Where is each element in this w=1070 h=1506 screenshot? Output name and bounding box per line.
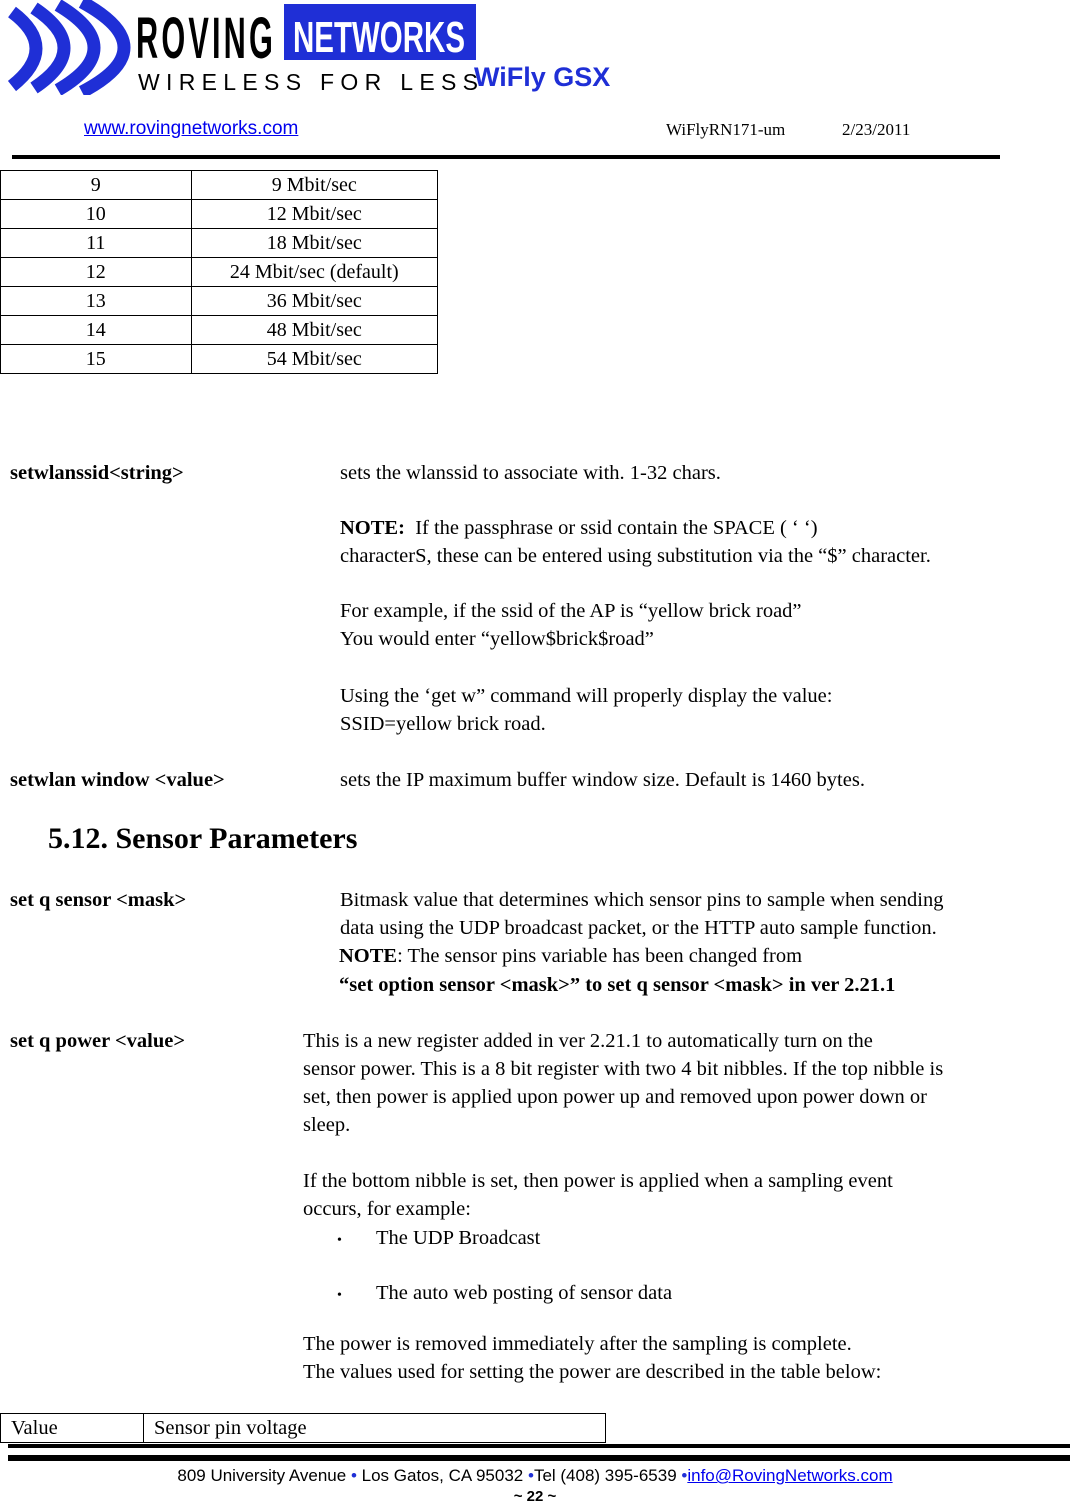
page-number: ~ 22 ~	[513, 1488, 557, 1505]
rate-code-cell: 15	[1, 345, 192, 374]
rate-value-cell: 18 Mbit/sec	[191, 229, 438, 258]
sensor-command: set q sensor <mask>	[10, 889, 187, 911]
ssid-display-1: Using the ‘get w” command will properly display the value:	[340, 685, 833, 707]
footer-city: Los Gatos, CA 95032	[361, 1466, 524, 1485]
sensor-note-text: : The sensor pins variable has been changed from	[397, 945, 803, 967]
table-header-row	[1, 1414, 606, 1443]
table-row	[1, 258, 438, 287]
bullet-item-1: The UDP Broadcast	[376, 1227, 541, 1249]
table-row	[1, 200, 438, 229]
sensor-note-bold: “set option sensor <mask>” to set q sensor <mask> in ver 2.21.1	[339, 974, 896, 996]
table-row	[1, 345, 438, 374]
power-line-8: The values used for setting the power are described in the table below:	[303, 1361, 882, 1383]
power-line-5: If the bottom nibble is set, then power is applied when a sampling event	[303, 1170, 893, 1192]
bullet-marker: •	[337, 1288, 342, 1303]
rate-code-cell: 13	[1, 287, 192, 316]
ssid-note-label: NOTE:	[340, 517, 405, 539]
power-line-2: sensor power. This is a 8 bit register with two 4 bit nibbles. If the top nibble is	[303, 1058, 944, 1080]
rate-code-cell: 11	[1, 229, 192, 258]
header-divider	[12, 155, 1000, 159]
ssid-note	[340, 514, 818, 542]
footer-contact	[0, 1466, 1070, 1486]
power-values-table	[0, 1413, 606, 1443]
table-row	[1, 229, 438, 258]
sensor-note	[339, 942, 802, 970]
product-title: WiFly GSX	[474, 62, 611, 92]
footer-tel: Tel (408) 395-6539	[533, 1466, 677, 1485]
table-row	[1, 287, 438, 316]
power-line-6: occurs, for example:	[303, 1198, 471, 1220]
footer-separator: •	[527, 1466, 534, 1485]
table-header-value: Value	[1, 1414, 144, 1443]
rate-value-cell: 54 Mbit/sec	[191, 345, 438, 374]
footer-divider-thick	[8, 1455, 1070, 1461]
footer-email-link[interactable]: info@RovingNetworks.com	[687, 1466, 893, 1485]
rate-code-cell: 14	[1, 316, 192, 345]
window-command: setwlan window <value>	[10, 769, 225, 791]
power-command: set q power <value>	[10, 1030, 186, 1052]
rate-value-cell: 24 Mbit/sec (default)	[191, 258, 438, 287]
document-id: WiFlyRN171-um	[666, 120, 786, 139]
sensor-note-label: NOTE	[339, 945, 398, 967]
ssid-command: setwlanssid<string>	[10, 462, 184, 484]
rate-value-cell: 36 Mbit/sec	[191, 287, 438, 316]
sensor-line-2: data using the UDP broadcast packet, or the HTTP auto sample function.	[340, 917, 937, 939]
rate-value-cell: 12 Mbit/sec	[191, 200, 438, 229]
power-line-7: The power is removed immediately after the sampling is complete.	[303, 1333, 852, 1355]
footer-address: 809 University Avenue	[177, 1466, 347, 1485]
section-title: 5.12. Sensor Parameters	[48, 822, 358, 855]
ssid-display-2: SSID=yellow brick road.	[340, 713, 546, 735]
sensor-line-1: Bitmask value that determines which sensor pins to sample when sending	[340, 889, 944, 911]
logo-word-box: NETWORKS	[293, 13, 465, 62]
power-line-4: sleep.	[303, 1114, 351, 1136]
rate-code-cell: 9	[1, 171, 192, 200]
bullet-dot-2	[337, 1279, 342, 1310]
website-link[interactable]: www.rovingnetworks.com	[84, 118, 299, 139]
ssid-example-2: You would enter “yellow$brick$road”	[340, 628, 654, 650]
company-logo	[8, 0, 478, 95]
bullet-marker: •	[337, 1233, 342, 1248]
logo-tagline: WIRELESS FOR LESS	[138, 69, 478, 95]
footer-divider-thin	[8, 1444, 1070, 1448]
window-description: sets the IP maximum buffer window size. Default is 1460 bytes.	[340, 769, 865, 791]
bullet-item-2: The auto web posting of sensor data	[376, 1282, 673, 1304]
rate-value-cell: 9 Mbit/sec	[191, 171, 438, 200]
bullet-dot-1	[337, 1224, 342, 1255]
logo-word-top: ROVING	[136, 6, 276, 71]
table-row	[1, 316, 438, 345]
rate-code-cell: 12	[1, 258, 192, 287]
document-date: 2/23/2011	[842, 120, 911, 139]
footer-separator: •	[350, 1466, 357, 1485]
ssid-example-1: For example, if the ssid of the AP is “yellow brick road”	[340, 600, 802, 622]
ssid-description: sets the wlanssid to associate with. 1-32 chars.	[340, 462, 721, 484]
footer-separator: •	[681, 1466, 688, 1485]
ssid-note-text: If the passphrase or ssid contain the SPACE ( ‘ ‘)	[415, 517, 818, 539]
logo-graphic	[8, 0, 478, 95]
power-line-1: This is a new register added in ver 2.21.1 to automatically turn on the	[303, 1030, 873, 1052]
data-rate-table	[0, 170, 438, 374]
power-line-3: set, then power is applied upon power up and removed upon power down or	[303, 1086, 927, 1108]
table-row	[1, 171, 438, 200]
rate-code-cell: 10	[1, 200, 192, 229]
ssid-note-line2: characterS, these can be entered using substitution via the “$” character.	[340, 545, 931, 567]
table-header-voltage: Sensor pin voltage	[144, 1414, 606, 1443]
rate-value-cell: 48 Mbit/sec	[191, 316, 438, 345]
